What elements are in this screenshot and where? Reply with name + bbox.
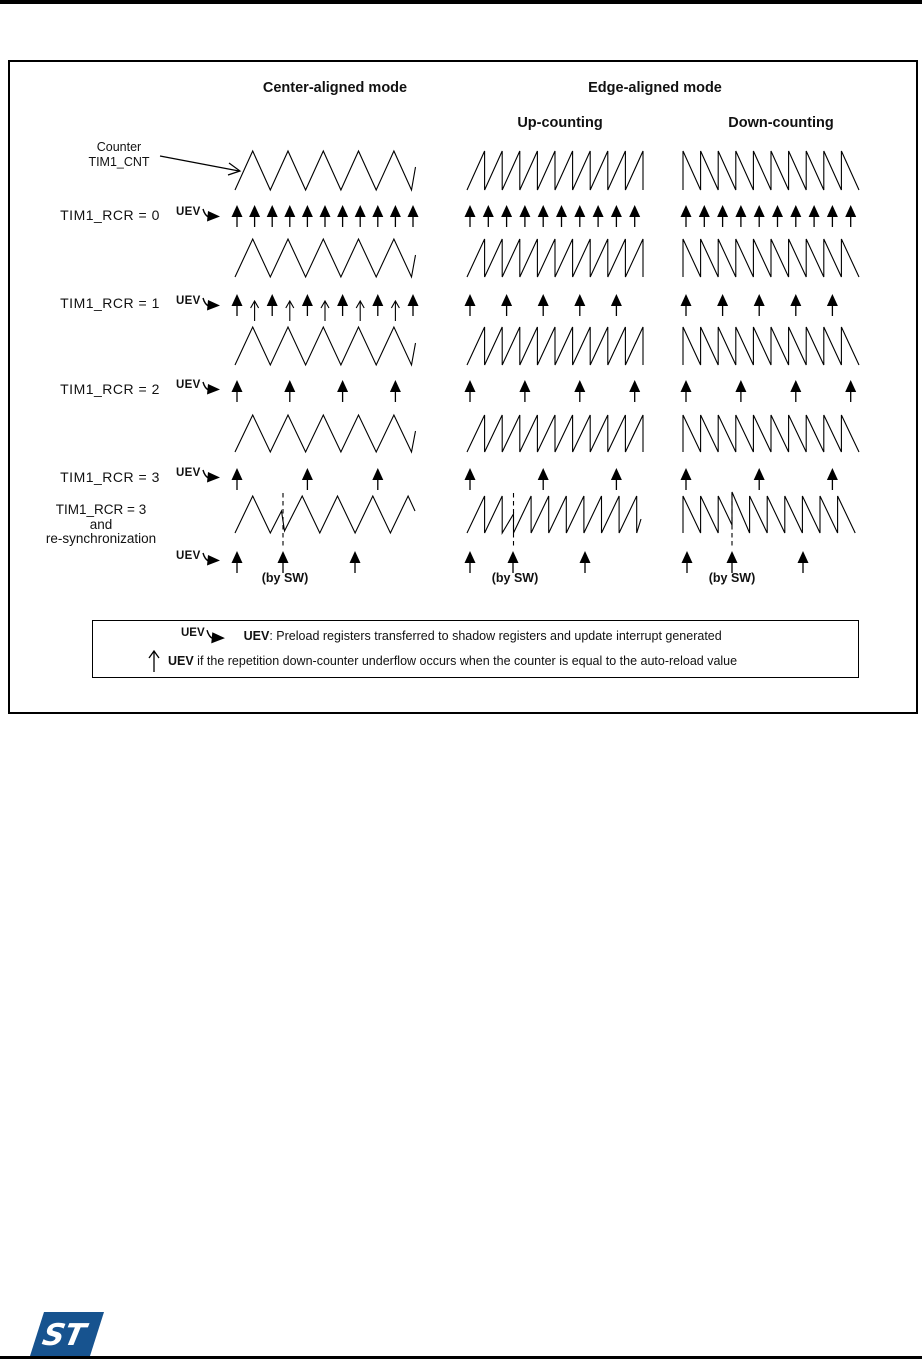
legend-entry1-text [244,629,722,643]
row-label-rcr3-resync-line2: and [89,516,113,532]
uev-arrow-icon [202,469,221,483]
uev-label: UEV [176,295,201,307]
uev-arrow-icon [206,629,226,644]
legend-entry2-description: if the repetition down-counter underflow occurs when the counter is equal to the auto-reload value [193,654,738,668]
header-edge-aligned-mode: Edge-aligned mode [588,80,722,96]
uev-event-label-rcr2 [176,379,221,395]
header-down-counting: Down-counting [728,115,834,131]
uev-arrow-icon [202,208,221,222]
legend-entry-uev-symbol [181,627,722,644]
uev-event-label-resync [176,550,221,566]
svg-text:ST: ST [39,1318,89,1353]
row-label-rcr3-resync-line3: re-synchronization [45,531,157,546]
uev-event-label-rcr3 [176,467,221,483]
legend-entry2-term: UEV [168,654,194,668]
by-sw-label-down: (by SW) [708,571,756,585]
by-sw-label-center: (by SW) [261,571,309,585]
uev-label: UEV [176,206,201,218]
legend-entry2-text [168,654,737,668]
page-top-rule [0,0,922,4]
row-label-rcr3-resync-line1: TIM1_RCR = 3 [55,502,147,517]
row-label-rcr1: TIM1_RCR = 1 [60,295,160,311]
uev-arrow-icon [202,552,221,566]
uev-label: UEV [176,550,201,562]
uev-event-label-rcr1 [176,295,221,311]
legend-entry1-term: UEV [243,628,270,643]
row-label-rcr3-resync [25,503,177,547]
legend-entry1-description: : Preload registers transferred to shadow registers and update interrupt generated [269,628,722,643]
uev-label: UEV [181,627,205,639]
st-logo-icon [30,1312,104,1356]
counter-label-line1: Counter [96,140,142,154]
st-logo [30,1312,104,1361]
row-label-rcr0: TIM1_RCR = 0 [60,207,160,223]
page-bottom-rule [0,1356,922,1359]
by-sw-label-up: (by SW) [491,571,539,585]
thin-up-arrow-icon [147,649,161,673]
header-center-aligned-mode: Center-aligned mode [262,80,408,96]
legend-entry-thin-arrow [147,649,737,673]
header-up-counting: Up-counting [517,115,603,131]
counter-label-line2: TIM1_CNT [88,154,150,169]
uev-event-label-rcr0 [176,206,221,222]
row-label-rcr3: TIM1_RCR = 3 [60,469,160,485]
uev-label: UEV [176,467,201,479]
uev-arrow-icon [202,381,221,395]
row-label-rcr2: TIM1_RCR = 2 [60,381,160,397]
uev-label: UEV [176,379,201,391]
counter-tim1-cnt-label [68,140,170,169]
legend-uev-symbol [181,627,226,644]
legend-box [92,620,859,678]
uev-arrow-icon [202,297,221,311]
